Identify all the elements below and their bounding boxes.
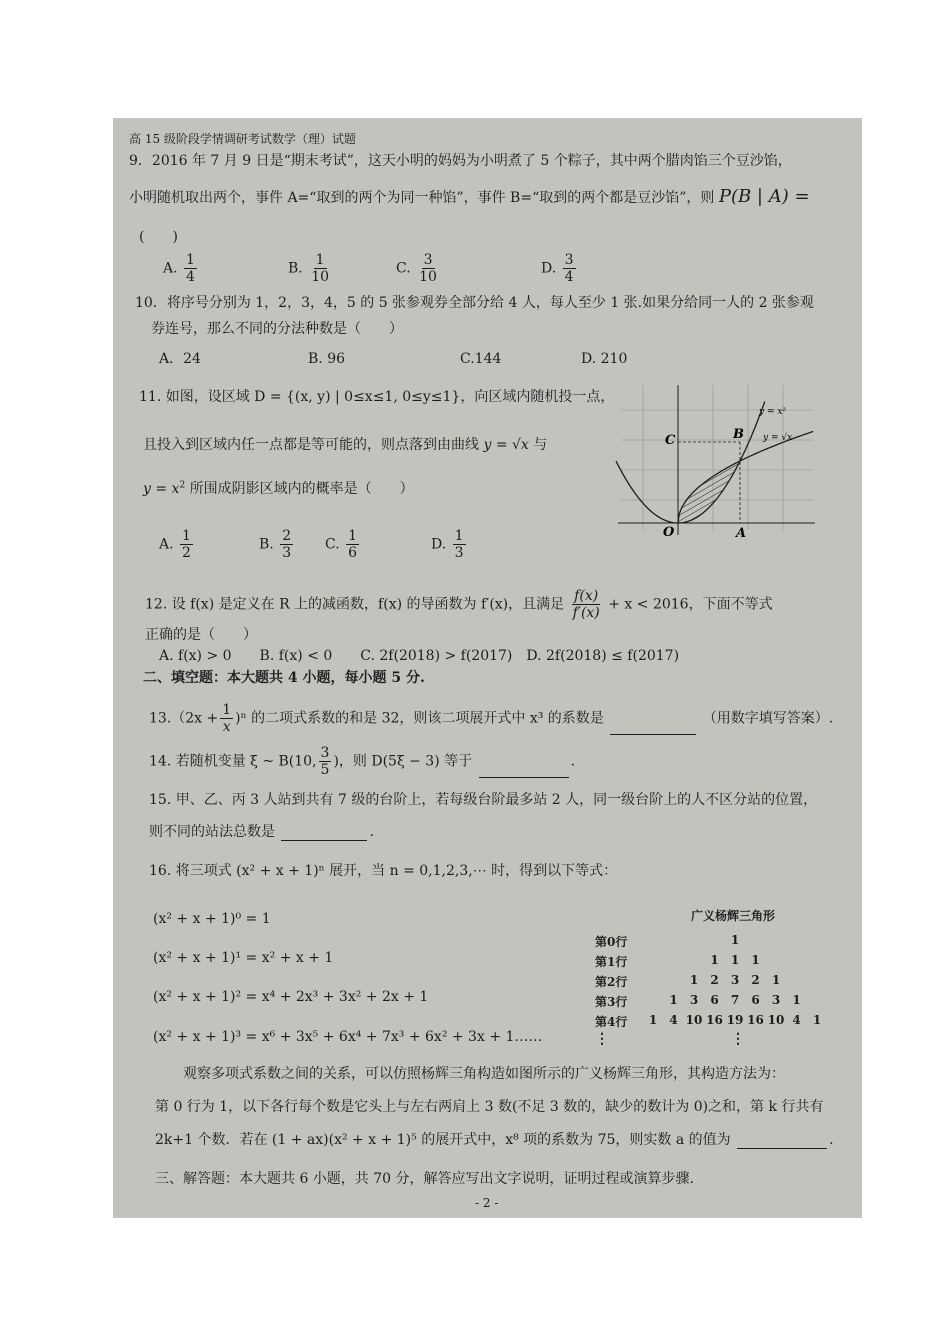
q10-line2: 券连号，那么不同的分法种数是（ ） [151, 321, 403, 337]
q10-line1: 10．将序号分别为 1，2，3，4，5 的 5 张参观券全部分给 4 人，每人至少 1 张.如果分给同一人的 2 张参观 [135, 295, 814, 311]
q11-line3: $y = x^2$ 所围成阴影区域内的概率是（ ） [143, 480, 414, 497]
q16-para2: 第 0 行为 1，以下各行每个数是它头上与左右两肩上 3 数(不足 3 数的，缺少的数计为 0)之和，第 k 行共有 [155, 1099, 824, 1115]
q16-para1: 观察多项式系数之间的关系，可以仿照杨辉三角构造如图所示的广义杨辉三角形，其构造方法为： [183, 1066, 785, 1082]
page-number: - 2 - [475, 1196, 499, 1210]
q9-option-a-label: A. [163, 260, 178, 277]
triangle-cell: 4 [792, 1013, 801, 1027]
triangle-row-label-3: 第3行 [595, 995, 628, 1009]
triangle-cell: 4 [669, 1013, 678, 1027]
q13-answer-blank[interactable] [610, 716, 696, 735]
triangle-cell: 1 [730, 953, 740, 967]
q12-line1 [145, 588, 773, 621]
triangle-row-label-0: 第0行 [595, 935, 628, 949]
q9-option-c-frac: $\frac{3}{10}$ [419, 252, 437, 285]
q11-curve-sqrt: y = √x [483, 437, 529, 453]
q15-line1: 15. 甲、乙、丙 3 人站到共有 7 级的台阶上，若每级台阶最多站 2 人，同一级台阶上的人不区分站的位置， [149, 792, 818, 808]
q12-line1b: + x < 2016，下面不等式 [608, 596, 773, 613]
q11-option-a: A. $\frac{1}{2}$ [159, 528, 191, 561]
q16-line1: 16. 将三项式 (x² + x + 1)ⁿ 展开，当 n = 0,1,2,3,⋯ 时，得到以下等式： [149, 863, 618, 879]
triangle-cell: 16 [706, 1013, 723, 1027]
triangle-cell: 1 [648, 1013, 658, 1027]
q11-option-c: C. $\frac{1}{6}$ [325, 528, 358, 561]
q15-answer-blank[interactable] [281, 822, 367, 841]
triangle-row-label-1: 第1行 [595, 955, 628, 969]
origin-label: O [663, 525, 675, 540]
q16-answer-blank[interactable] [737, 1130, 827, 1149]
triangle-dots-center: ⋮ [731, 1031, 745, 1047]
q16-eq-2: (x² + x + 1)² = x⁴ + 2x³ + 3x² + 2x + 1 [153, 989, 429, 1005]
triangle-cell: 6 [751, 993, 760, 1007]
q9-option-c-label: C. [396, 260, 411, 277]
triangle-cell: 19 [726, 1013, 744, 1027]
q9-option-d-frac: $\frac{3}{4}$ [564, 252, 574, 285]
point-b-label: B [733, 427, 744, 442]
triangle-cell: 1 [669, 993, 678, 1007]
q11-figure [613, 380, 818, 540]
section-2-heading: 二、填空题：本大题共 4 小题，每小题 5 分. [143, 670, 425, 686]
section-3-heading: 三、解答题：本大题共 6 小题，共 70 分，解答应写出文字说明，证明过程或演算步骤. [155, 1171, 694, 1187]
triangle-cell: 3 [730, 973, 740, 987]
triangle-cell: 1 [689, 973, 699, 987]
q9-option-d [541, 252, 578, 285]
q11-line2 [143, 436, 547, 454]
triangle-cell: 1 [771, 973, 781, 987]
triangle-cell: 3 [689, 993, 699, 1007]
triangle-cell: 1 [751, 953, 760, 967]
triangle-cell: 2 [751, 973, 760, 987]
q11-option-b: B. $\frac{2}{3}$ [259, 528, 292, 561]
q14: 14. 若随机变量 ξ ~ B(10, $\frac{3}{5}$ )，则 D(5ξ − 3) 等于 . [149, 745, 576, 778]
q10-option-b: B. 96 [308, 351, 346, 367]
triangle-cell: 7 [730, 993, 740, 1007]
triangle-cell: 1 [792, 993, 801, 1007]
point-c-label: C [665, 433, 676, 448]
q11-option-d: D. $\frac{1}{3}$ [431, 528, 464, 561]
triangle-cell: 2 [710, 973, 719, 987]
triangle-cell: 6 [710, 993, 719, 1007]
triangle-cell: 1 [710, 953, 719, 967]
q9-option-d-label: D. [541, 260, 557, 277]
q9-option-b [288, 252, 333, 285]
triangle-dots-left: ⋮ [595, 1031, 609, 1047]
q9-line2-text: 小明随机取出两个，事件 A=“取到的两个为同一种馅”，事件 B=“取到的两个都是豆沙馅”，则 [129, 190, 715, 206]
exam-page [113, 118, 862, 1218]
curve1-label: y = x² [759, 407, 787, 417]
q9-option-b-label: B. [288, 260, 303, 277]
triangle-cell: 3 [771, 993, 781, 1007]
q12-line1a: 12. 设 f(x) 是定义在 R 上的减函数，f(x) 的导函数为 f′(x)，且满足 [145, 596, 565, 613]
triangle-cell: 10 [767, 1013, 785, 1027]
point-a-label: A [736, 526, 747, 540]
q10-option-a: A．24 [159, 351, 201, 367]
q11-line1: 11. 如图，设区域 D = {(x, y) | 0≤x≤1, 0≤y≤1}，向区域内随机投一点， [139, 389, 615, 405]
q13: 13.（2x + $\frac{1}{x}$ )ⁿ 的二项式系数的和是 32，则该二项展开式中 x³ 的系数是 （用数字填写答案）. [149, 702, 834, 735]
triangle-cell: 1 [812, 1013, 822, 1027]
q9-option-a [163, 252, 199, 285]
triangle-title: 广义杨辉三角形 [691, 909, 776, 923]
q9-paren: ( ) [139, 229, 178, 245]
triangle-cell: 1 [730, 933, 740, 947]
q9-option-b-frac: $\frac{1}{10}$ [311, 252, 330, 285]
q16-eq-1: (x² + x + 1)¹ = x² + x + 1 [153, 950, 334, 966]
triangle-row-label-4: 第4行 [595, 1015, 628, 1029]
q10-option-d: D. 210 [581, 351, 628, 367]
q11-line2a: 且投入到区域内任一点都是等可能的，则点落到由曲线 [143, 437, 479, 453]
q11-line2c: 与 [533, 437, 548, 453]
q12-frac: $\frac{f(x)}{f'(x)}$ [572, 588, 600, 621]
q9-option-c [396, 252, 441, 285]
q11-curve-square: y = x [143, 481, 180, 497]
q11-line3b: 所围成阴影区域内的概率是（ ） [189, 481, 414, 497]
q15-line2: 则不同的站法总数是 . [149, 824, 374, 840]
triangle-row-label-2: 第2行 [595, 975, 628, 989]
q9-line1: 9．2016 年 7 月 9 日是“期末考试”，这天小明的妈妈为小明煮了 5 个粽子，其中两个腊肉馅三个豆沙馅， [129, 153, 792, 169]
triangle-cell: 16 [747, 1013, 764, 1027]
q12-options: A. f(x) > 0 B. f(x) < 0 C. 2f(2018) > f(2017) D. 2f(2018) ≤ f(2017) [159, 648, 680, 664]
q9-option-a-frac: $\frac{1}{4}$ [186, 252, 195, 285]
triangle-cell: 10 [685, 1013, 703, 1027]
q10-option-c: C.144 [460, 351, 502, 367]
q12-line2: 正确的是（ ） [145, 627, 257, 643]
q16-para3: 2k+1 个数．若在 (1 + ax)(x² + x + 1)⁵ 的展开式中，x⁸ 项的系数为 75，则实数 a 的值为 . [155, 1132, 834, 1148]
q14-answer-blank[interactable] [479, 759, 569, 778]
q9-line2 [129, 188, 810, 207]
q16-eq-3: (x² + x + 1)³ = x⁶ + 3x⁵ + 6x⁴ + 7x³ + 6x² + 3x + 1…… [153, 1029, 543, 1045]
q16-eq-0: (x² + x + 1)⁰ = 1 [153, 911, 271, 927]
curve2-label: y = √x [763, 433, 793, 443]
q9-expr: P(B | A) = [718, 186, 810, 207]
page-header: 高 15 级阶段学情调研考试数学（理）试题 [129, 132, 356, 146]
